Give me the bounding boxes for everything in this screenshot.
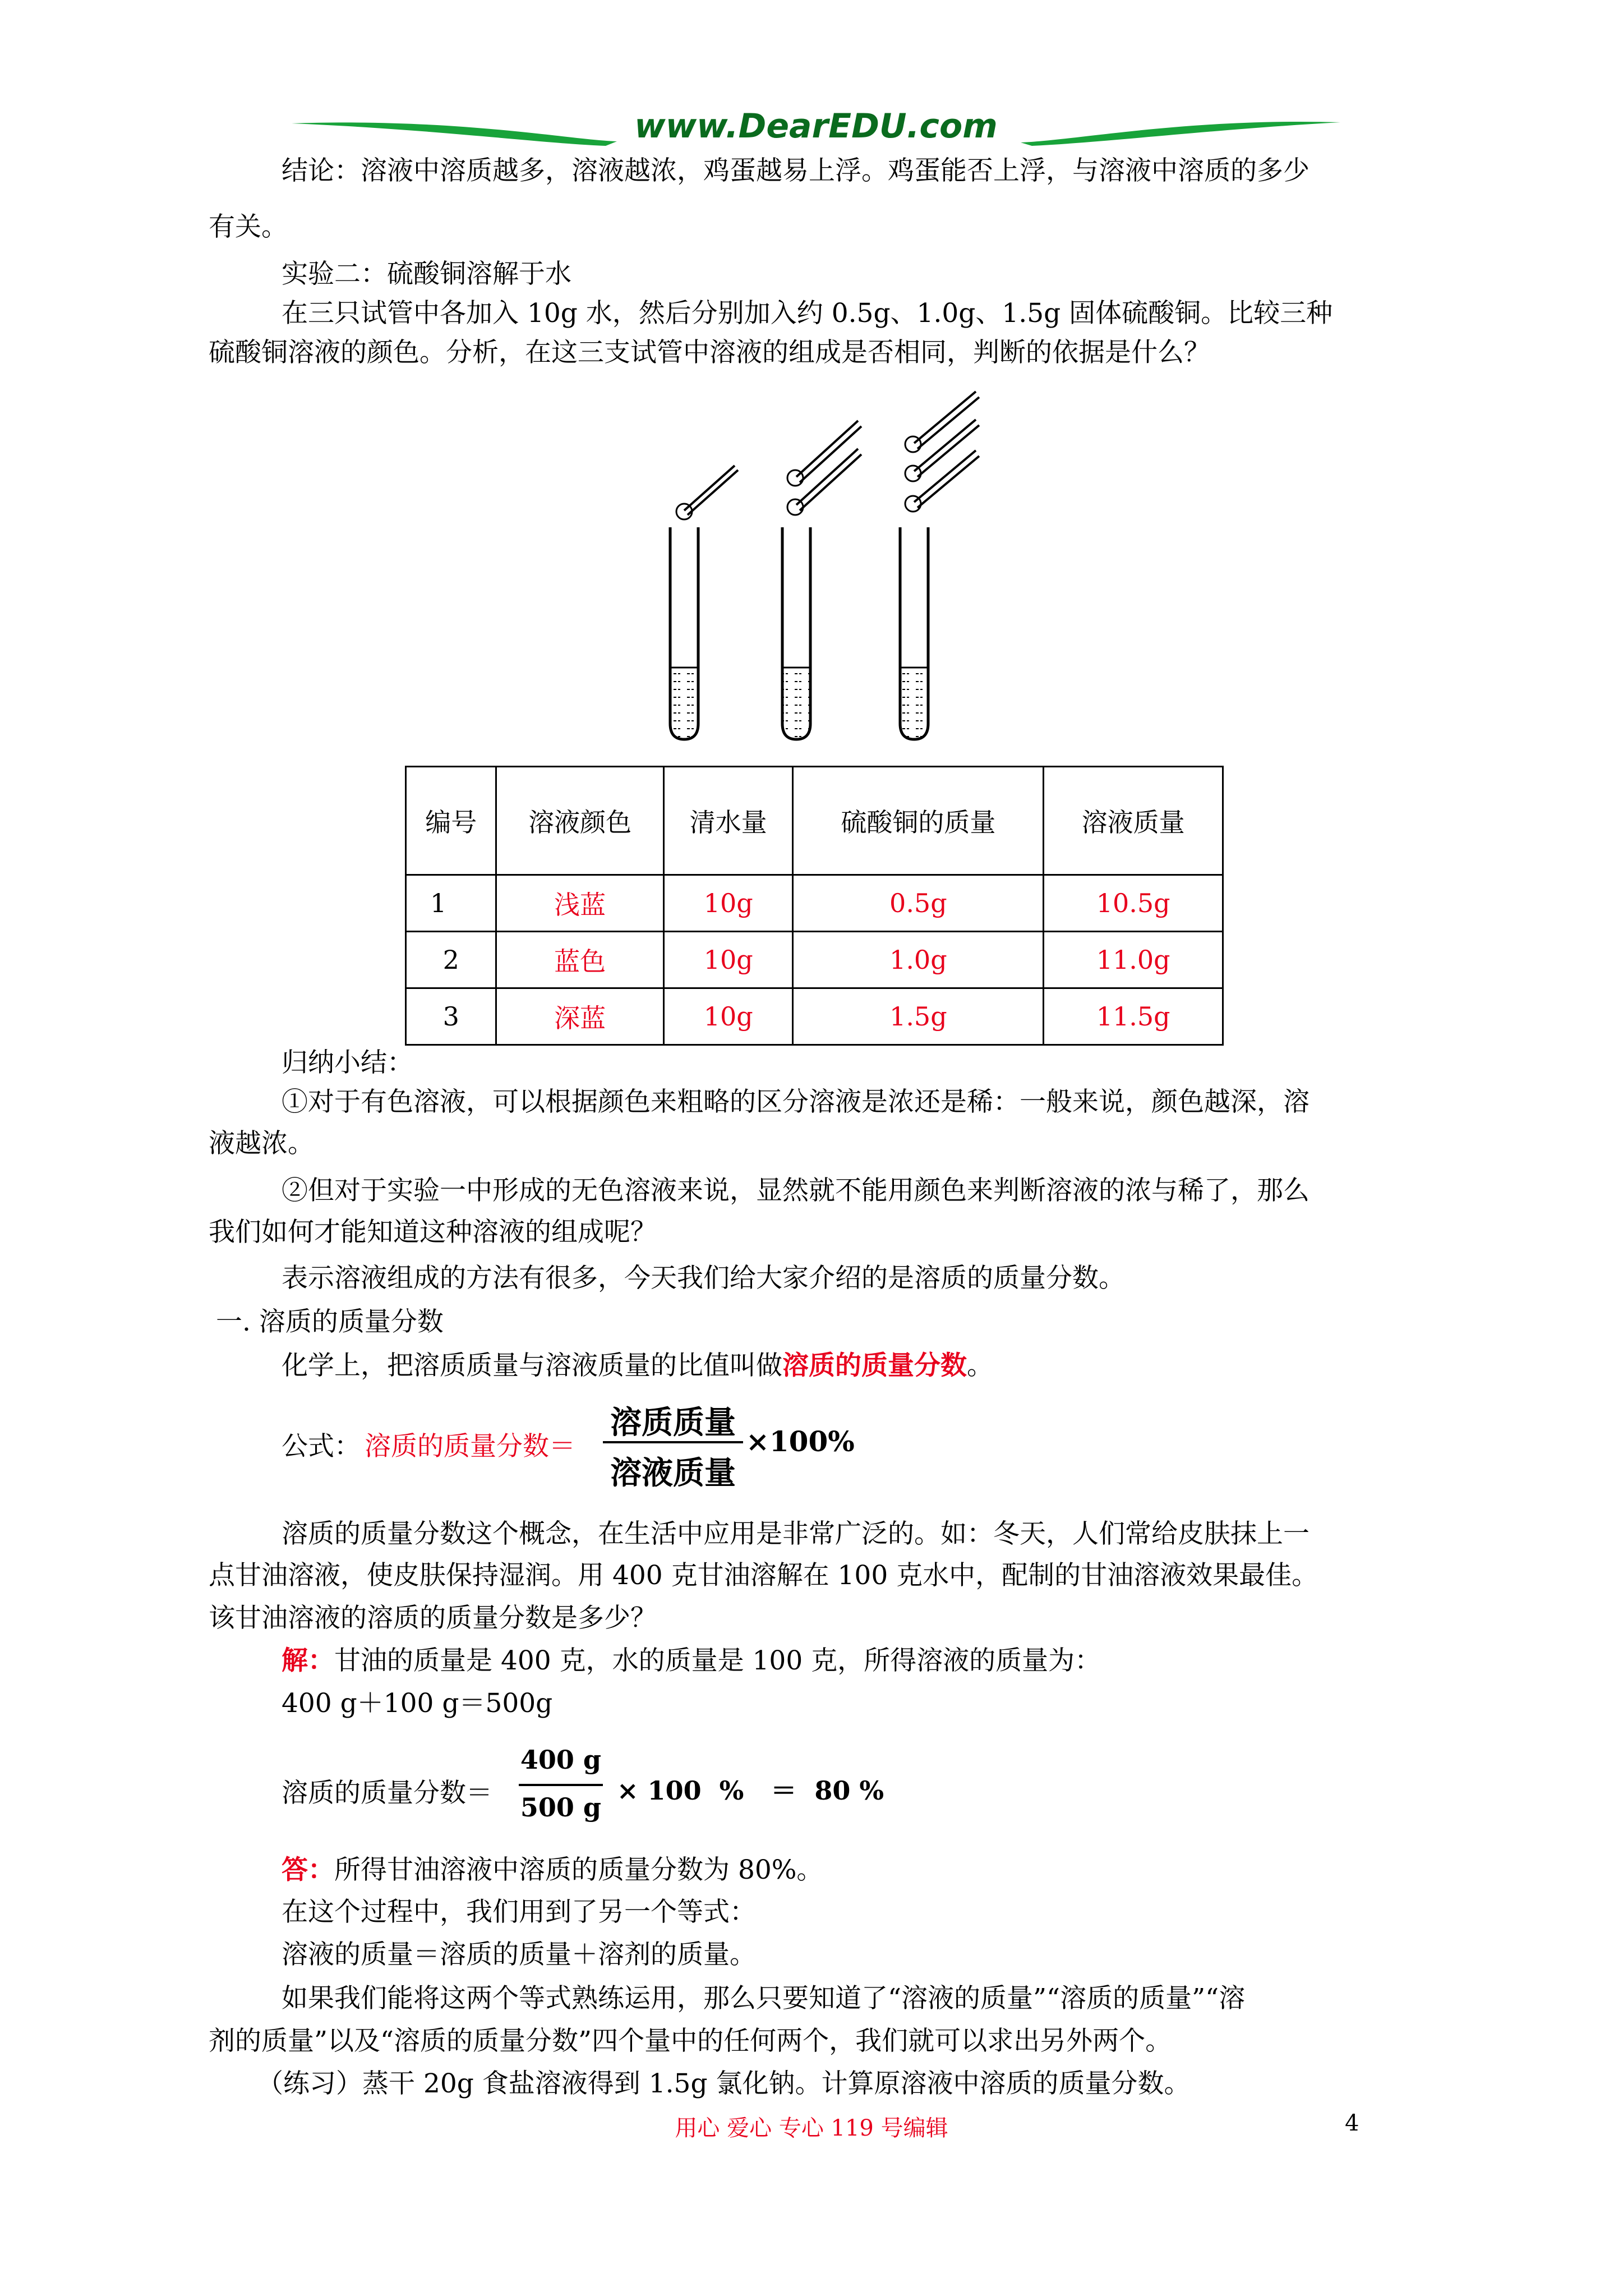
calc-lhs: 溶质的质量分数＝ — [282, 1778, 492, 1809]
summary-1b: 液越浓。 — [209, 1128, 314, 1159]
table-cell: 11.5g — [1044, 988, 1223, 1045]
experiment-2-desc-2: 硫酸铜溶液的颜色。分析，在这三支试管中溶液的组成是否相同，判断的依据是什么？ — [209, 337, 1210, 368]
usage-line-1: 如果我们能将这两个等式熟练运用，那么只要知道了“溶液的质量”“溶质的质量”“溶 — [282, 1983, 1246, 2014]
site-logo — [292, 101, 1340, 163]
formula-numerator: 溶质质量 — [610, 1405, 736, 1441]
test-tube-2 — [782, 421, 861, 739]
page-number: 4 — [1345, 2110, 1359, 2136]
copper-sulfate-table — [405, 766, 1224, 1046]
answer-label: 答： — [282, 1855, 334, 1885]
table-cell: 11.0g — [1044, 932, 1223, 988]
definition-suffix: 。 — [967, 1350, 993, 1381]
example-line-2: 点甘油溶液，使皮肤保持湿润。用 400 克甘油溶解在 100 克水中，配制的甘油溶液效果最佳。 — [209, 1560, 1318, 1591]
summary-2a: ②但对于实验一中形成的无色溶液来说，显然就不能用颜色来判断溶液的浓与稀了，那么 — [282, 1175, 1310, 1206]
experiment-2-title: 实验二：硫酸铜溶解于水 — [282, 259, 571, 289]
table-cell: 蓝色 — [496, 932, 664, 988]
solution-sum: 400 g＋100 g＝500g — [282, 1688, 553, 1719]
calc-numerator: 400 g — [520, 1745, 602, 1775]
section-title: 一. 溶质的质量分数 — [216, 1306, 444, 1337]
table-cell: 2 — [406, 932, 496, 988]
table-cell: 1.5g — [793, 988, 1044, 1045]
logo-text: www.DearEDU.com — [634, 107, 998, 146]
definition-prefix: 化学上，把溶质质量与溶液质量的比值叫做 — [282, 1350, 782, 1381]
conclusion-line-1: 结论：溶液中溶质越多，溶液越浓，鸡蛋越易上浮。鸡蛋能否上浮，与溶液中溶质的多少 — [282, 155, 1310, 186]
test-tubes-illustration — [645, 387, 993, 746]
table-row — [406, 988, 1223, 1045]
table-header: 溶液颜色 — [496, 767, 664, 875]
table-cell: 10g — [663, 932, 792, 988]
answer-line — [282, 1854, 823, 1887]
example-line-3: 该甘油溶液的溶质的质量分数是多少？ — [209, 1603, 657, 1634]
experiment-2-desc-1: 在三只试管中各加入 10g 水，然后分别加入约 0.5g、1.0g、1.5g 固体硫酸铜。比较三种 — [282, 298, 1333, 329]
formula-denominator: 溶液质量 — [610, 1455, 736, 1492]
definition-term: 溶质的质量分数 — [782, 1350, 967, 1381]
conclusion-line-2: 有关。 — [209, 211, 288, 242]
table-cell: 3 — [406, 988, 496, 1045]
table-header: 溶液质量 — [1044, 767, 1223, 875]
table-header: 清水量 — [663, 767, 792, 875]
usage-line-2: 剂的质量”以及“溶质的质量分数”四个量中的任何两个，我们就可以求出另外两个。 — [209, 2026, 1172, 2056]
definition-line — [282, 1350, 993, 1382]
table-cell: 10g — [663, 988, 792, 1045]
solution-line — [282, 1645, 1101, 1677]
table-cell: 10g — [663, 875, 792, 932]
table-row — [406, 875, 1223, 932]
answer-text: 所得甘油溶液中溶质的质量分数为 80%。 — [334, 1855, 823, 1885]
example-line-1: 溶质的质量分数这个概念，在生活中应用是非常广泛的。如：冬天，人们常给皮肤抹上一 — [282, 1519, 1310, 1549]
process-line-1: 在这个过程中，我们用到了另一个等式： — [282, 1897, 756, 1927]
formula-fraction-line — [603, 1441, 743, 1443]
intro-paragraph: 表示溶液组成的方法有很多，今天我们给大家介绍的是溶质的质量分数。 — [282, 1263, 1125, 1294]
table-cell: 1.0g — [793, 932, 1044, 988]
table-header-row — [406, 767, 1223, 875]
summary-1a: ①对于有色溶液，可以根据颜色来粗略的区分溶液是浓还是稀：一般来说，颜色越深，溶 — [282, 1087, 1310, 1117]
summary-title: 归纳小结： — [282, 1047, 413, 1078]
table-row — [406, 932, 1223, 988]
test-tube-3 — [900, 392, 979, 739]
formula-lhs: 溶质的质量分数＝ — [365, 1431, 575, 1462]
table-cell: 10.5g — [1044, 875, 1223, 932]
table-header: 硫酸铜的质量 — [793, 767, 1044, 875]
table-cell: 深蓝 — [496, 988, 664, 1045]
footer-text: 用心 爱心 专心 119 号编辑 — [675, 2115, 948, 2141]
test-tube-1 — [670, 466, 738, 739]
summary-2b: 我们如何才能知道这种溶液的组成呢？ — [209, 1217, 657, 1248]
calc-fraction-line — [519, 1784, 603, 1786]
table-cell: 浅蓝 — [496, 875, 664, 932]
practice-question: （练习）蒸干 20g 食盐溶液得到 1.5g 氯化钠。计算原溶液中溶质的质量分数。 — [257, 2068, 1191, 2099]
solution-text: 甘油的质量是 400 克，水的质量是 100 克，所得溶液的质量为： — [334, 1645, 1101, 1676]
formula-label: 公式： — [282, 1431, 361, 1462]
table-cell: 0.5g — [793, 875, 1044, 932]
calc-rhs: × 100 % ＝ 80 % — [617, 1775, 884, 1806]
process-line-2: 溶液的质量＝溶质的质量＋溶剂的质量。 — [282, 1939, 756, 1970]
formula-multiplier: ×100% — [746, 1425, 855, 1458]
solution-label: 解： — [282, 1645, 334, 1676]
table-header: 编号 — [406, 767, 496, 875]
table-cell: 1 — [406, 875, 496, 932]
calc-denominator: 500 g — [520, 1792, 602, 1823]
